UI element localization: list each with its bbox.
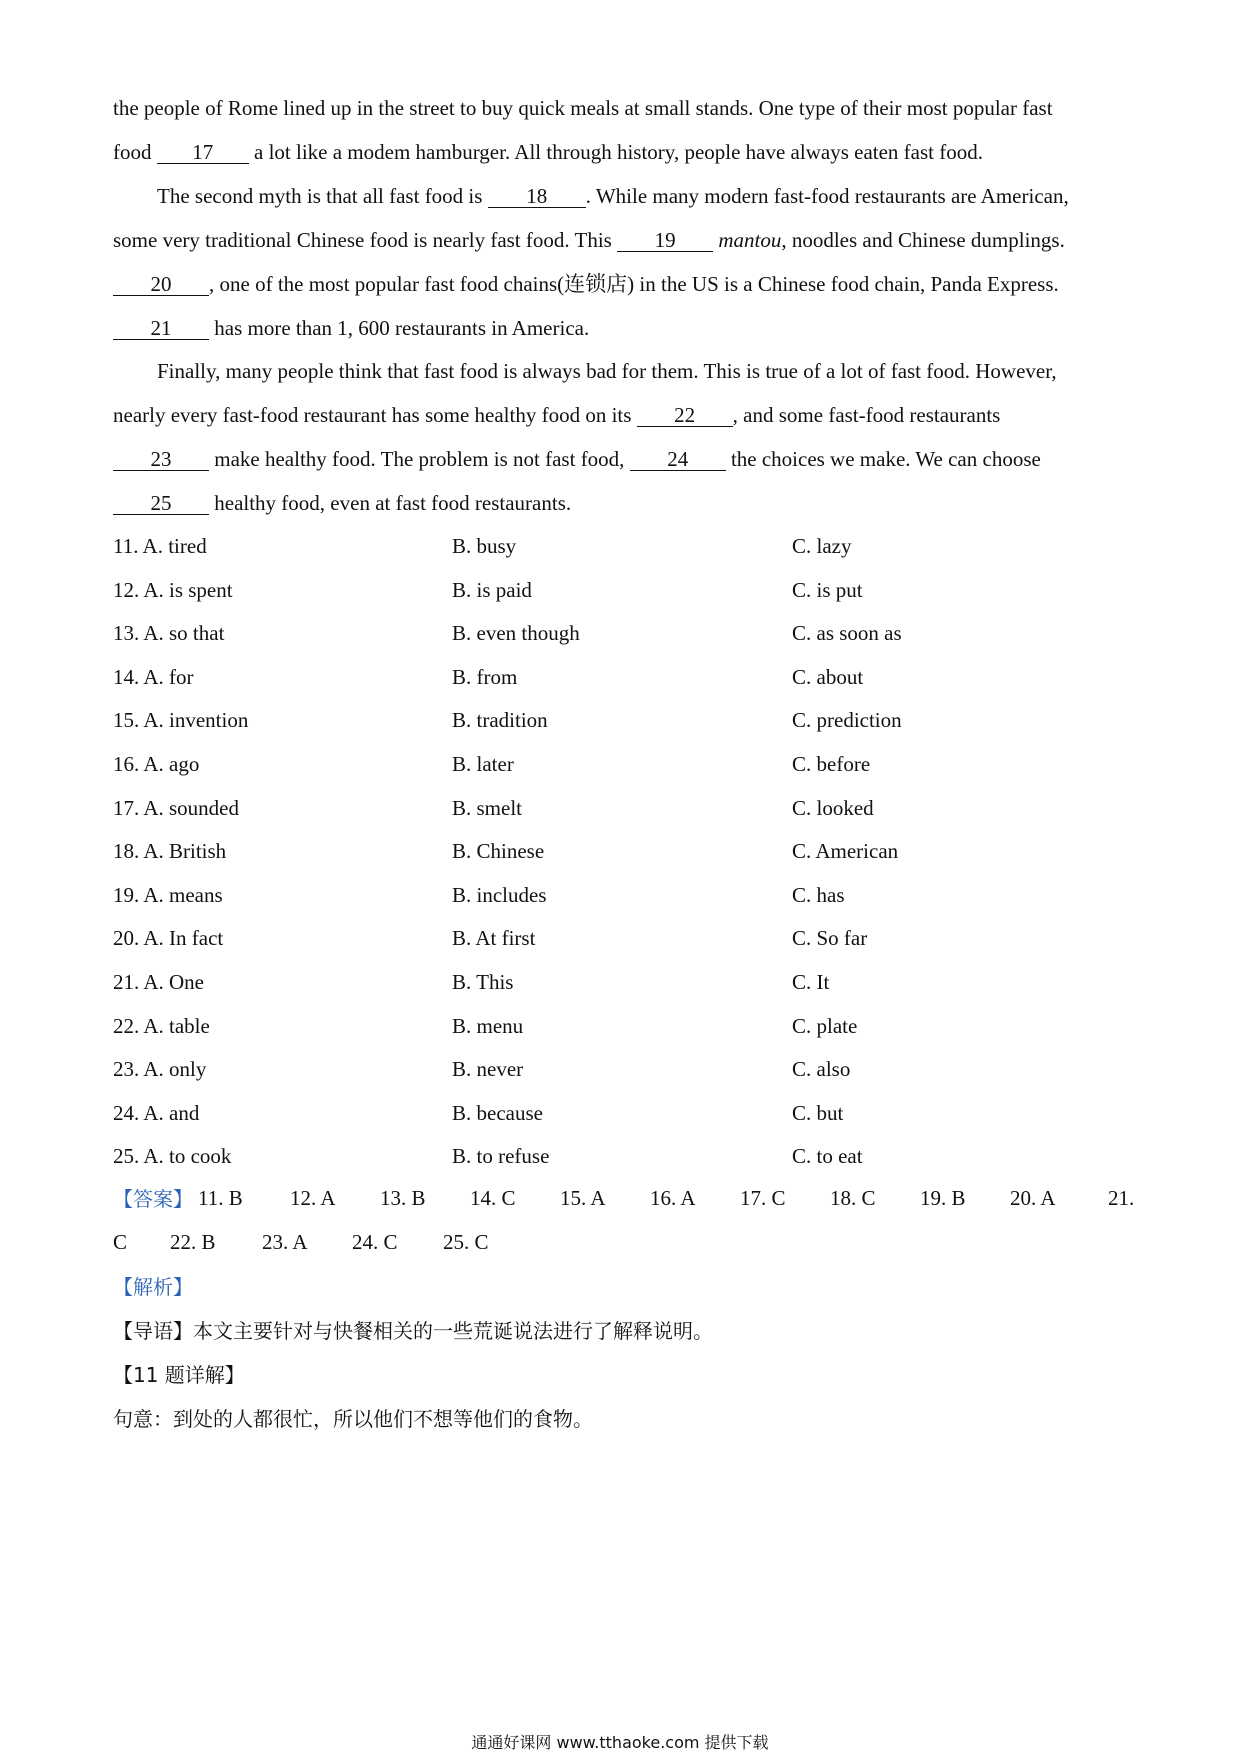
question-11-meaning xyxy=(113,1406,593,1432)
blank-24 xyxy=(630,449,726,471)
answer-item: 11. B xyxy=(198,1186,243,1210)
blank-21 xyxy=(113,318,209,340)
italic-word: mantou xyxy=(718,228,782,252)
option-13-b: B. even though xyxy=(452,621,580,645)
page-footer xyxy=(0,1730,1240,1753)
passage-text: the people of Rome lined up in the street to buy quick meals at small stands. One type of their most popular fast xyxy=(113,96,1053,120)
passage-line xyxy=(113,95,1053,121)
option-23-b: B. never xyxy=(452,1057,524,1081)
answer-item: 24. C xyxy=(352,1230,398,1254)
passage-text: nearly every fast-food restaurant has some healthy food on its xyxy=(113,403,637,427)
option-18-b: B. Chinese xyxy=(452,839,545,863)
option-17-a: 17. A. sounded xyxy=(113,796,239,820)
passage-text: a lot like a modem hamburger. All through history, people have always eaten fast food. xyxy=(248,140,983,164)
option-23-a: 23. A. only xyxy=(113,1057,207,1081)
answer-item: 25. C xyxy=(443,1230,489,1254)
blank-18 xyxy=(488,186,586,208)
blank-number: 21 xyxy=(150,316,172,340)
passage-text: . While many modern fast-food restaurants are American, xyxy=(585,184,1069,208)
blank-number: 23 xyxy=(150,447,172,471)
answer-item: 20. A xyxy=(1010,1186,1056,1210)
blank-number: 20 xyxy=(150,272,172,296)
passage-line xyxy=(157,358,1057,384)
option-20-a: 20. A. In fact xyxy=(113,926,224,950)
option-24-b: B. because xyxy=(452,1101,543,1125)
blank-number: 19 xyxy=(654,228,676,252)
option-16-a: 16. A. ago xyxy=(113,752,200,776)
option-19-a: 19. A. means xyxy=(113,883,223,907)
answer-label-text: 【答案】 xyxy=(113,1187,193,1211)
option-14-a: 14. A. for xyxy=(113,665,194,689)
option-11-c: C. lazy xyxy=(792,534,852,558)
option-20-c: C. So far xyxy=(792,926,868,950)
passage-text: make healthy food. The problem is not fast food, xyxy=(209,447,630,471)
question-title: 【11 题详解】 xyxy=(113,1363,245,1387)
option-18-a: 18. A. British xyxy=(113,839,227,863)
option-24-a: 24. A. and xyxy=(113,1101,200,1125)
passage-text: the choices we make. We can choose xyxy=(725,447,1041,471)
passage-text: , noodles and Chinese dumplings. xyxy=(781,228,1065,252)
answer-item: 13. B xyxy=(380,1186,426,1210)
blank-number: 17 xyxy=(192,140,214,164)
passage-line xyxy=(113,490,571,516)
option-22-b: B. menu xyxy=(452,1014,524,1038)
passage-line xyxy=(113,271,1059,297)
passage-text: healthy food, even at fast food restaurants. xyxy=(209,491,572,515)
answer-item: 17. C xyxy=(740,1186,786,1210)
option-14-c: C. about xyxy=(792,665,864,689)
passage-text: The second myth is that all fast food is xyxy=(157,184,488,208)
option-11-a: 11. A. tired xyxy=(113,534,207,558)
guide-text xyxy=(113,1318,713,1344)
analysis-label xyxy=(113,1274,193,1300)
option-25-c: C. to eat xyxy=(792,1144,863,1168)
option-17-b: B. smelt xyxy=(452,796,523,820)
analysis-label-text: 【解析】 xyxy=(113,1275,193,1299)
blank-22 xyxy=(637,405,733,427)
answer-item: 21. xyxy=(1108,1186,1135,1210)
passage-text: Finally, many people think that fast food is always bad for them. This is true of a lot of fast food. However, xyxy=(157,359,1057,383)
option-15-b: B. tradition xyxy=(452,708,548,732)
option-12-c: C. is put xyxy=(792,578,863,602)
option-17-c: C. looked xyxy=(792,796,874,820)
passage-text: , one of the most popular fast food chains(连锁店) in the US is a Chinese food chain, Panda Express. xyxy=(209,272,1059,296)
passage-line xyxy=(113,446,1041,472)
answer-item: 19. B xyxy=(920,1186,966,1210)
blank-number: 18 xyxy=(526,184,548,208)
passage-line xyxy=(113,315,589,341)
option-11-b: B. busy xyxy=(452,534,517,558)
blank-20 xyxy=(113,274,209,296)
option-21-b: B. This xyxy=(452,970,514,994)
answer-item: 12. A xyxy=(290,1186,336,1210)
blank-25 xyxy=(113,493,209,515)
option-16-b: B. later xyxy=(452,752,514,776)
option-15-a: 15. A. invention xyxy=(113,708,249,732)
answer-item: 14. C xyxy=(470,1186,516,1210)
passage-line xyxy=(113,227,1065,253)
option-23-c: C. also xyxy=(792,1057,851,1081)
blank-19 xyxy=(617,230,713,252)
option-25-a: 25. A. to cook xyxy=(113,1144,232,1168)
meaning-sentence: 句意：到处的人都很忙，所以他们不想等他们的食物。 xyxy=(113,1407,593,1431)
passage-text: food xyxy=(113,140,157,164)
answer-label xyxy=(113,1186,193,1212)
answer-item: 18. C xyxy=(830,1186,876,1210)
answer-item: 16. A xyxy=(650,1186,696,1210)
blank-number: 25 xyxy=(150,491,172,515)
option-22-c: C. plate xyxy=(792,1014,858,1038)
answer-item: 22. B xyxy=(170,1230,216,1254)
answer-item: 23. A xyxy=(262,1230,308,1254)
option-20-b: B. At first xyxy=(452,926,536,950)
footer-text: 通通好课网 www.tthaoke.com 提供下载 xyxy=(471,1733,769,1752)
blank-number: 24 xyxy=(667,447,689,471)
option-24-c: C. but xyxy=(792,1101,844,1125)
blank-23 xyxy=(113,449,209,471)
option-19-c: C. has xyxy=(792,883,845,907)
passage-line xyxy=(113,139,983,165)
blank-number: 22 xyxy=(674,403,696,427)
guide-sentence: 【导语】本文主要针对与快餐相关的一些荒诞说法进行了解释说明。 xyxy=(113,1319,713,1343)
option-13-a: 13. A. so that xyxy=(113,621,225,645)
option-15-c: C. prediction xyxy=(792,708,902,732)
passage-text: has more than 1, 600 restaurants in America. xyxy=(209,316,590,340)
option-25-b: B. to refuse xyxy=(452,1144,550,1168)
answer-item: 15. A xyxy=(560,1186,606,1210)
option-22-a: 22. A. table xyxy=(113,1014,210,1038)
passage-line xyxy=(157,183,1069,209)
option-16-c: C. before xyxy=(792,752,871,776)
passage-text: some very traditional Chinese food is nearly fast food. This xyxy=(113,228,618,252)
option-12-a: 12. A. is spent xyxy=(113,578,233,602)
blank-17 xyxy=(157,142,249,164)
passage-text: , and some fast-food restaurants xyxy=(732,403,1001,427)
option-18-c: C. American xyxy=(792,839,899,863)
option-19-b: B. includes xyxy=(452,883,547,907)
option-13-c: C. as soon as xyxy=(792,621,902,645)
option-12-b: B. is paid xyxy=(452,578,532,602)
answer-item: C xyxy=(113,1230,128,1254)
passage-line xyxy=(113,402,1000,428)
option-14-b: B. from xyxy=(452,665,518,689)
option-21-a: 21. A. One xyxy=(113,970,204,994)
option-21-c: C. It xyxy=(792,970,830,994)
question-11-title xyxy=(113,1362,245,1388)
